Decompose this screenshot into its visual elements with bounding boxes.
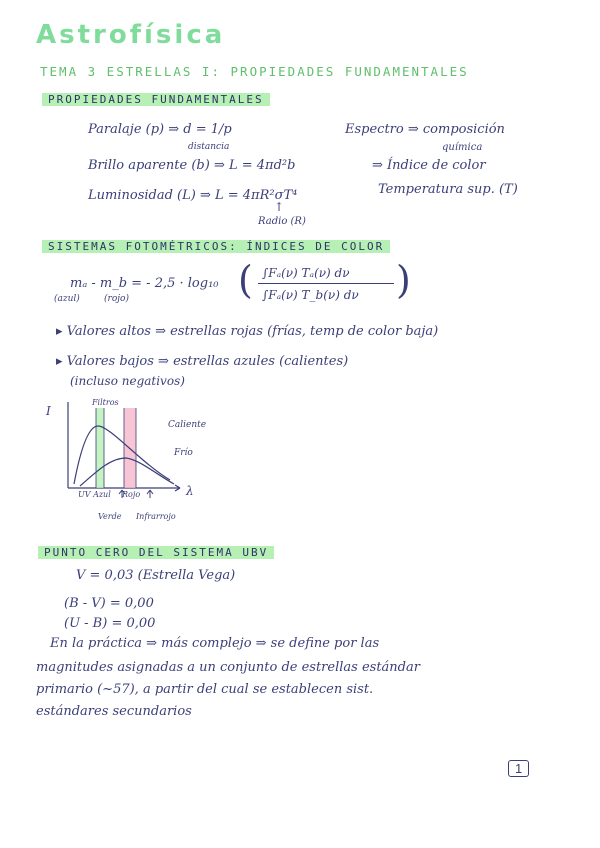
ub-line: (U - B) = 0,00 (64, 616, 156, 631)
page-title: Astrofísica (36, 20, 226, 50)
section-heading-sistemas: SISTEMAS FOTOMÉTRICOS: ÍNDICES DE COLOR (42, 240, 390, 253)
azul-label: (azul) (54, 294, 80, 304)
tema-heading: TEMA 3 ESTRELLAS I: PROPIEDADES FUNDAMENTALES (40, 64, 469, 79)
formula-lhs: mₐ - m_b = - 2,5 · log₁₀ (70, 276, 219, 291)
radio-label: Radio (R) (258, 216, 306, 227)
caliente-label: Caliente (168, 420, 207, 430)
bullet-icon: ▸ (56, 354, 67, 369)
luminosidad-line: Luminosidad (L) ⇒ L = 4πR²σT⁴ (88, 188, 298, 203)
paragraph-line-2: magnitudes asignadas a un conjunto de estrellas estándar (36, 660, 420, 675)
indice-color: ⇒ Índice de color (372, 158, 486, 173)
denominator: ∫Fₐ(ν) T_b(ν) dν (262, 288, 359, 302)
page-number: 1 (508, 760, 529, 777)
espectro-line: Espectro ⇒ composición (345, 122, 505, 137)
v-line: V = 0,03 (Estrella Vega) (76, 568, 236, 583)
infrarrojo-label: Infrarrojo (136, 512, 176, 521)
distancia-label: distancia (188, 142, 230, 152)
filtros-label: Filtros (92, 398, 119, 407)
bullet-valores-bajos: ▸ Valores bajos ⇒ estrellas azules (calientes) (56, 354, 349, 369)
y-axis-label: I (46, 404, 51, 418)
brillo-line: Brillo aparente (b) ⇒ L = 4πd²b (88, 158, 296, 173)
bullet-valores-bajos-note: (incluso negativos) (70, 374, 185, 388)
numerator: ∫Fₐ(ν) Tₐ(ν) dν (262, 266, 350, 280)
bv-line: (B - V) = 0,00 (64, 596, 154, 611)
verde-label: Verde (98, 512, 122, 521)
bullet-valores-altos: ▸ Valores altos ⇒ estrellas rojas (frías, temp de color baja) (56, 324, 439, 339)
radio-arrow: ↑ (274, 200, 285, 214)
uv-filter-band (96, 408, 104, 488)
rojo-band-label: Rojo (122, 490, 141, 499)
hot-curve (74, 426, 170, 484)
temperatura-label: Temperatura sup. (T) (378, 182, 518, 197)
rojo-label: (rojo) (104, 294, 129, 304)
paren-right: ) (396, 258, 411, 302)
paralaje-line: Paralaje (p) ⇒ d = 1/p (88, 122, 232, 137)
fraction-bar (258, 283, 394, 284)
bullet-icon: ▸ (56, 324, 67, 339)
paragraph-line-1: En la práctica ⇒ más complejo ⇒ se define por las (50, 636, 380, 651)
quimica-label: química (442, 142, 483, 153)
x-axis-label: λ (186, 484, 194, 498)
spectrum-diagram (40, 392, 240, 526)
frio-label: Frío (174, 448, 193, 458)
paragraph-line-3: primario (~57), a partir del cual se establecen sist. (36, 682, 374, 697)
section-heading-propiedades: PROPIEDADES FUNDAMENTALES (42, 93, 270, 106)
uv-azul-label: UV Azul (78, 490, 111, 499)
paragraph-line-4: estándares secundarios (36, 704, 192, 719)
paren-left: ( (238, 258, 253, 302)
section-heading-punto-cero: PUNTO CERO DEL SISTEMA UBV (38, 546, 274, 559)
